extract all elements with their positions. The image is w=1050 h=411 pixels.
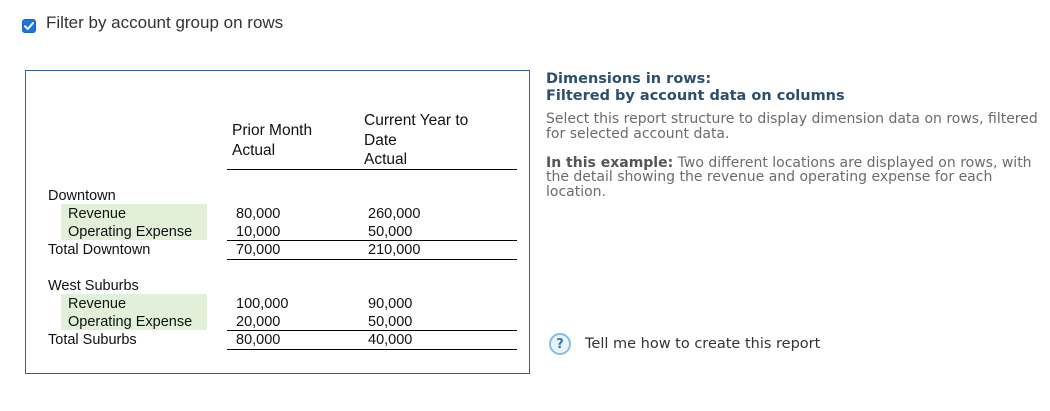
group-name-west-suburbs: West Suburbs [48,278,139,294]
checkmark-icon [23,20,35,32]
help-link-label[interactable]: Tell me how to create this report [585,336,821,352]
help-link[interactable] [549,333,820,355]
total-underline [227,349,517,350]
cell-current: 260,000 [368,206,421,222]
total-label: Total Downtown [48,242,151,258]
example-label: In this example: [546,154,674,171]
filter-checkbox-label[interactable]: Filter by account group on rows [46,13,284,32]
row-label: Revenue [68,206,127,222]
row-label: Revenue [68,296,127,312]
filter-option[interactable] [22,12,283,34]
col-header-current-line2: Date [364,132,397,149]
cell-current: 90,000 [368,296,413,312]
total-current: 40,000 [368,332,413,348]
total-rule [227,240,517,241]
description-title-line2: Filtered by account data on columns [546,87,845,104]
header-rule [227,169,517,170]
cell-prior: 80,000 [236,206,281,222]
example-paragraph [546,156,1041,200]
description-paragraph: Select this report structure to display dimension data on rows, filtered for selected account data. [546,111,1038,142]
total-prior: 80,000 [236,332,281,348]
group-name-downtown: Downtown [48,188,116,204]
col-header-prior-line1: Prior Month [232,122,313,139]
report-structure-preview [25,70,530,374]
description-title-line1: Dimensions in rows: [546,71,712,87]
filter-checkbox[interactable] [22,19,36,33]
question-circle-icon[interactable]: ? [549,333,571,355]
cell-prior: 100,000 [236,296,289,312]
cell-prior: 10,000 [236,224,281,240]
row-label: Operating Expense [68,314,193,330]
total-label: Total Suburbs [48,332,137,348]
row-label: Operating Expense [68,224,193,240]
cell-prior: 20,000 [236,314,281,330]
col-header-prior-line2: Actual [232,142,276,159]
structure-description [546,71,1041,200]
example-text: Two different locations are displayed on rows, with the detail showing the revenue and operating expense for each location. [546,154,1032,201]
total-rule [227,330,517,331]
total-prior: 70,000 [236,242,281,258]
total-underline [227,259,517,260]
col-header-current-line3: Actual [364,151,408,168]
col-header-current-line1: Current Year to [364,112,469,129]
cell-current: 50,000 [368,314,413,330]
total-current: 210,000 [368,242,421,258]
cell-current: 50,000 [368,224,413,240]
